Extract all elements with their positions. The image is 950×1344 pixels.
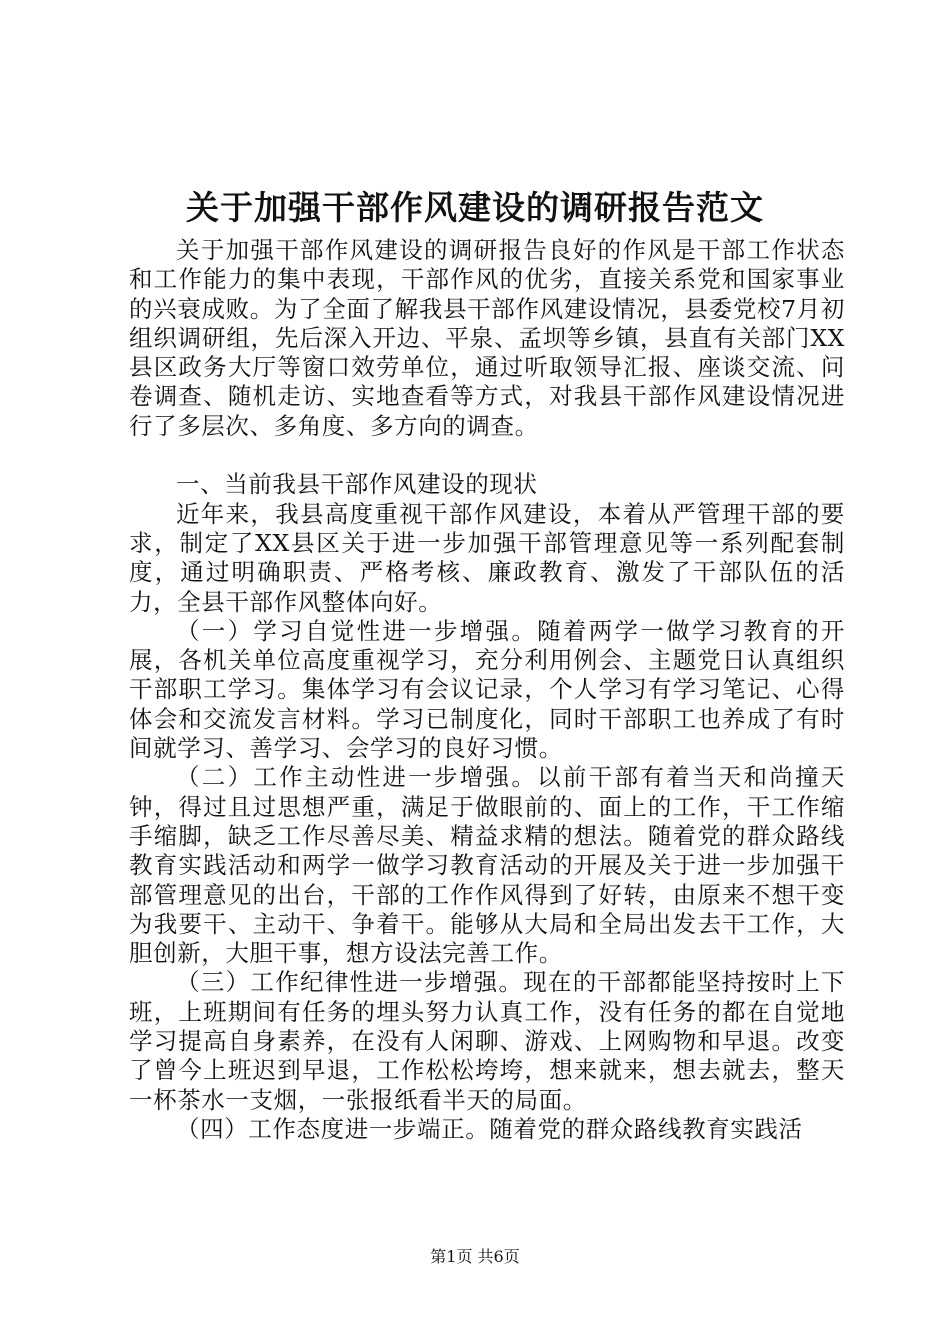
paragraph-point-4: （四）工作态度进一步端正。随着党的群众路线教育实践活 bbox=[176, 1114, 803, 1143]
section-heading: 一、当前我县干部作风建设的现状 bbox=[176, 470, 538, 499]
paragraph-intro: 关于加强干部作风建设的调研报告良好的作风是干部工作状态和工作能力的集中表现，干部作风的优劣，直接关系党和国家事业的兴衰成败。为了全面了解我县干部作风建设情况，县委党校7月初组织调研组，先后深入开边、平泉、孟坝等乡镇，县直有关部门XX县区政务大厅等窗口效劳单位，通过听取领导汇报、座谈交流、问卷调查、随机走访、实地查看等方式，对我县干部作风建设情况进行了多层次、多角度、多方向的调查。 bbox=[129, 236, 845, 440]
paragraph-point-2: （二）工作主动性进一步增强。以前干部有着当天和尚撞天钟，得过且过思想严重，满足于做眼前的、面上的工作，干工作缩手缩脚，缺乏工作尽善尽美、精益求精的想法。随着党的群众路线教育实践活动和两学一做学习教育活动的开展及关于进一步加强干部管理意见的出台，干部的工作作风得到了好转，由原来不想干变为我要干、主动干、争着干。能够从大局和全局出发去干工作，大胆创新，大胆干事，想方设法完善工作。 bbox=[129, 763, 845, 968]
paragraph-overview: 近年来，我县高度重视干部作风建设，本着从严管理干部的要求，制定了XX县区关于进一步加强干部管理意见等一系列配套制度，通过明确职责、严格考核、廉政教育、激发了干部队伍的活力，全县干部作风整体向好。 bbox=[129, 499, 845, 616]
page-footer: 第1页 共6页 bbox=[430, 1247, 520, 1266]
paragraph-point-3: （三）工作纪律性进一步增强。现在的干部都能坚持按时上下班，上班期间有任务的埋头努力认真工作，没有任务的都在自觉地学习提高自身素养，在没有人闲聊、游戏、上网购物和早退。改变了曾今上班迟到早退，工作松松垮垮，想来就来，想去就去，整天一杯茶水一支烟，一张报纸看半天的局面。 bbox=[129, 968, 845, 1114]
document-body bbox=[129, 236, 845, 1144]
paragraph-point-1: （一）学习自觉性进一步增强。随着两学一做学习教育的开展，各机关单位高度重视学习，充分利用例会、主题党日认真组织干部职工学习。集体学习有会议记录，个人学习有学习笔记、心得体会和交流发言材料。学习已制度化，同时干部职工也养成了有时间就学习、善学习、会学习的良好习惯。 bbox=[129, 616, 845, 763]
document-title: 关于加强干部作风建设的调研报告范文 bbox=[186, 188, 764, 227]
paragraph-spacer bbox=[129, 441, 845, 470]
